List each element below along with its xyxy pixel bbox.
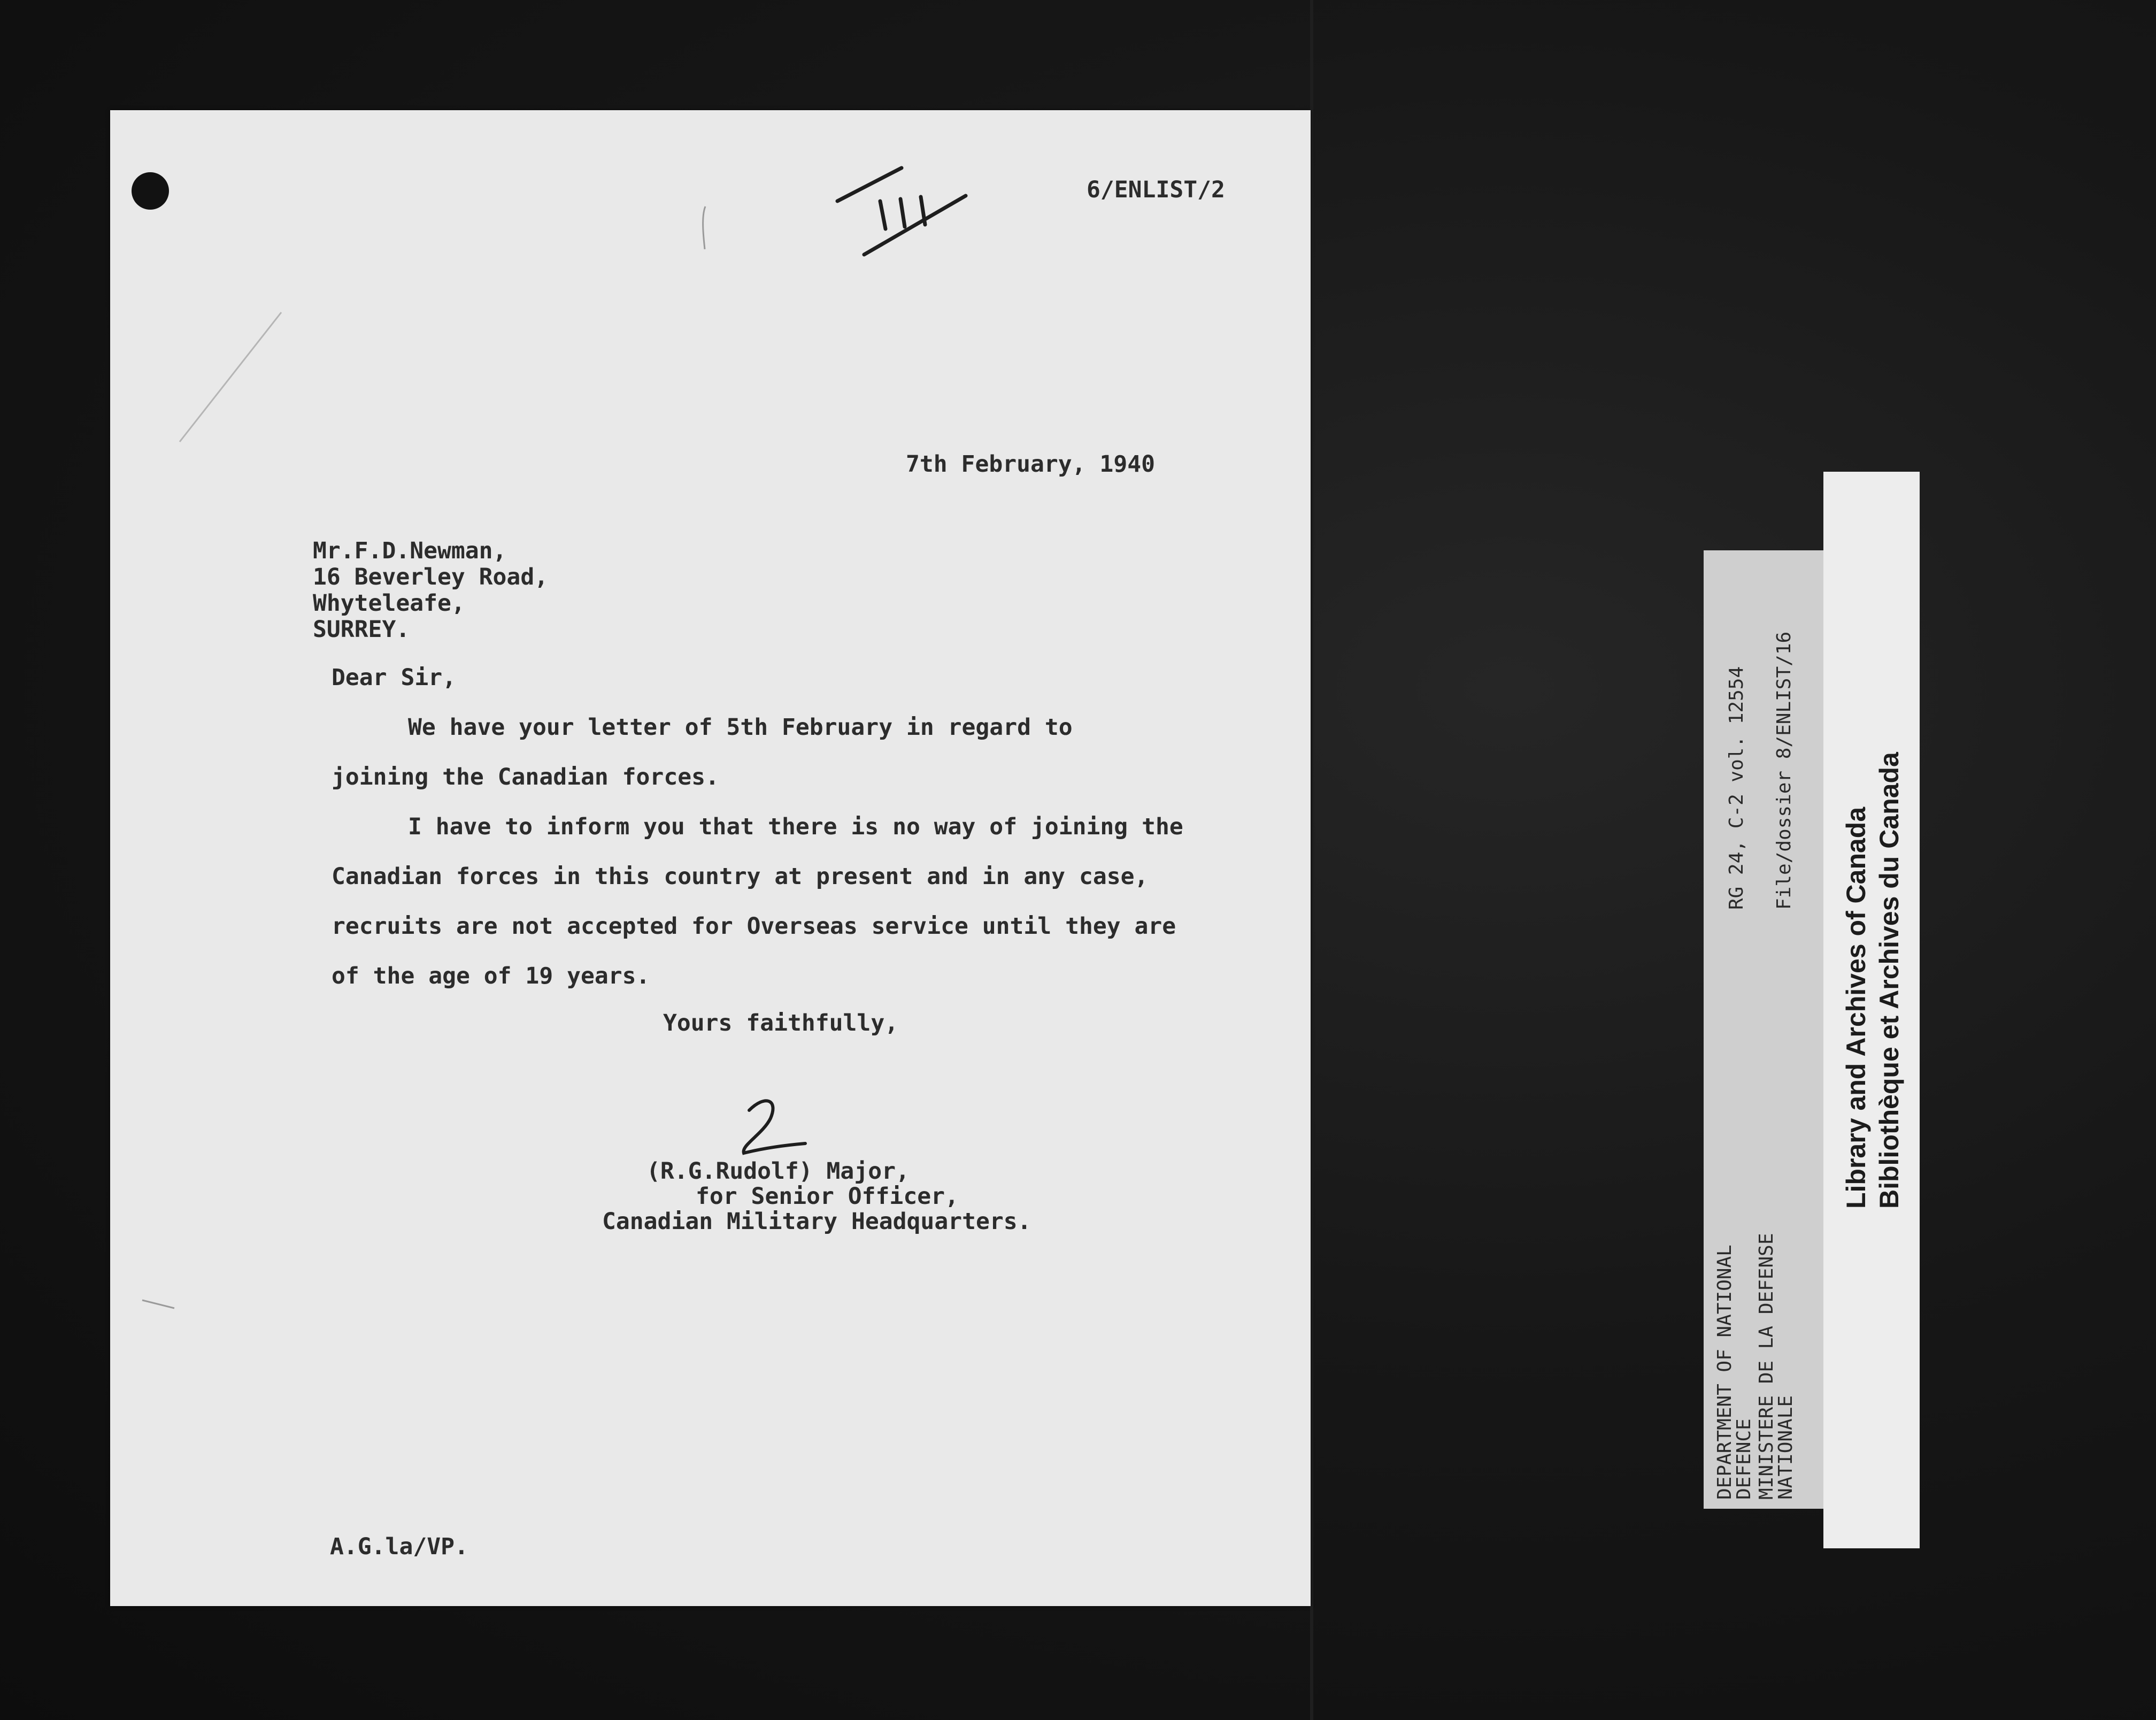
letter-date: 7th February, 1940 — [906, 451, 1155, 478]
department-line: MINISTERE DE LA DEFENSE — [1755, 1233, 1777, 1500]
salutation: Dear Sir, — [332, 664, 456, 691]
handwritten-mark-111 — [837, 168, 966, 255]
closing: Yours faithfully, — [663, 1010, 899, 1036]
file-dossier: File/dossier 8/ENLIST/16 — [1773, 631, 1795, 910]
typist-reference: A.G.la/VP. — [330, 1533, 468, 1560]
department-line: DEFENCE — [1733, 1418, 1755, 1500]
file-reference: 6/ENLIST/2 — [1087, 176, 1225, 203]
address-line: SURREY. — [313, 616, 410, 643]
margin-mark — [142, 1300, 174, 1308]
institution-label — [1823, 472, 1920, 1548]
record-group: RG 24, C-2 vol. 12554 — [1726, 666, 1747, 910]
body-line: We have your letter of 5th February in regard to — [408, 714, 1073, 741]
signature-initial — [744, 1101, 805, 1153]
institution-name-en: Library and Archives of Canada — [1841, 807, 1871, 1209]
body-line: recruits are not accepted for Overseas service until they are — [332, 913, 1176, 940]
pencil-mark — [703, 206, 705, 249]
handwritten-marks — [110, 110, 1311, 1606]
signature-line: Canadian Military Headquarters. — [602, 1208, 1031, 1235]
institution-name-fr: Bibliothèque et Archives du Canada — [1874, 752, 1904, 1209]
body-line: of the age of 19 years. — [332, 963, 650, 989]
address-line: Mr.F.D.Newman, — [313, 538, 507, 564]
archive-reference-label — [1704, 550, 1827, 1509]
address-line: 16 Beverley Road, — [313, 564, 549, 590]
department-line: DEPARTMENT OF NATIONAL — [1714, 1245, 1736, 1500]
pencil-stroke — [180, 312, 281, 442]
body-line: Canadian forces in this country at present and in any case, — [332, 863, 1149, 890]
letter-sheet — [110, 110, 1311, 1606]
signature-line: for Senior Officer, — [696, 1183, 959, 1210]
body-line: joining the Canadian forces. — [332, 764, 719, 790]
body-line: I have to inform you that there is no way of joining the — [408, 813, 1183, 840]
department-line: NATIONALE — [1775, 1395, 1797, 1500]
signature-line: (R.G.Rudolf) Major, — [646, 1158, 910, 1185]
address-line: Whyteleafe, — [313, 590, 465, 617]
